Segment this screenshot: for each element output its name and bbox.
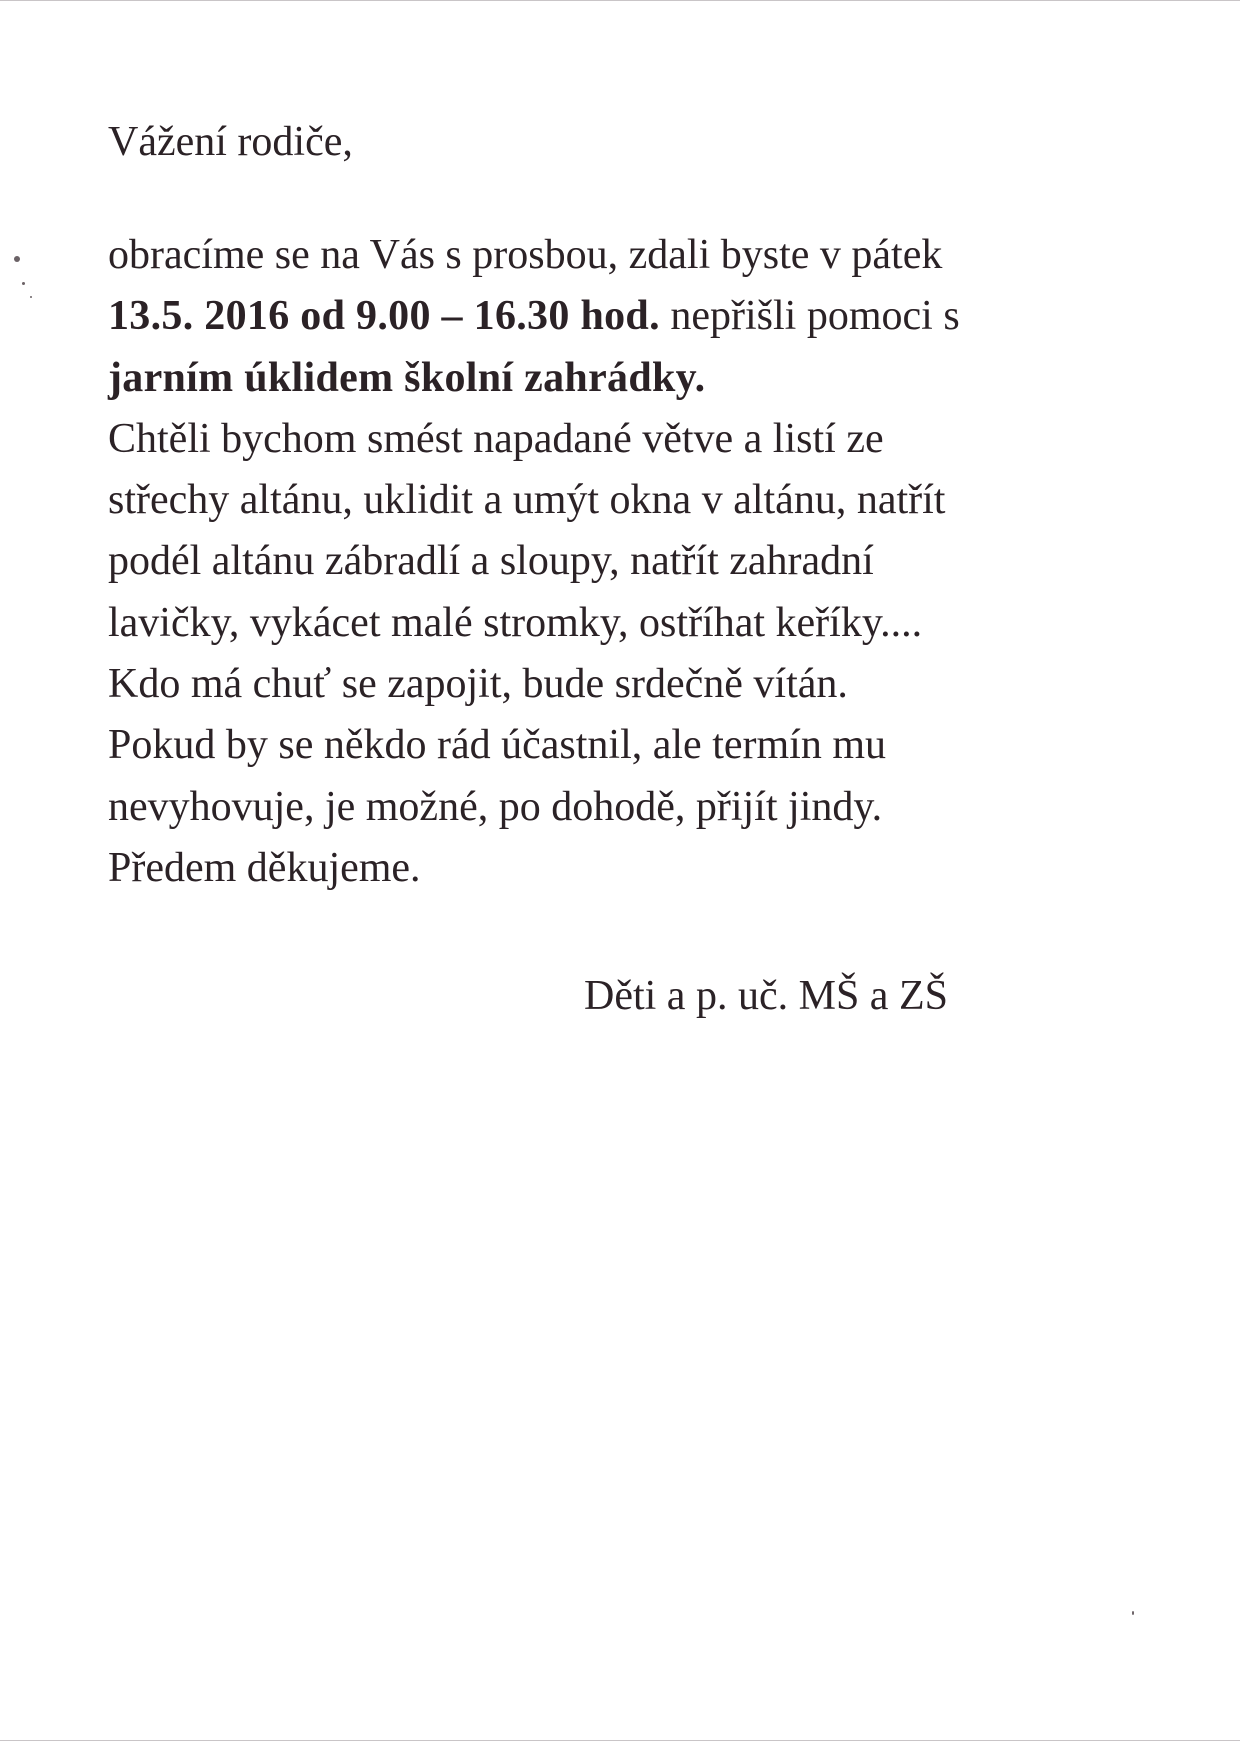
body-line <box>108 777 1148 838</box>
signature: Děti a p. uč. MŠ a ZŠ <box>584 973 948 1019</box>
body-line <box>108 593 1148 654</box>
scan-top-edge <box>0 0 1240 1</box>
scan-speck <box>14 256 20 262</box>
body-line <box>108 348 1148 409</box>
scan-speck <box>30 296 32 298</box>
body-line <box>108 286 1148 347</box>
body-line-text: lavičky, vykácet malé stromky, ostříhat keříky.... <box>108 599 923 646</box>
body-line-text: Kdo má chuť se zapojit, bude srdečně vítán. <box>108 661 848 708</box>
body-line <box>108 409 1148 470</box>
event-date-time: 13.5. 2016 od 9.00 – 16.30 hod. <box>108 293 660 340</box>
body-line <box>108 470 1148 531</box>
scan-bottom-edge <box>0 1740 1240 1741</box>
body-line-text: Chtěli bychom smést napadané větve a listí ze <box>108 415 884 462</box>
scan-speck <box>1132 1611 1134 1615</box>
body-line-text: obracíme se na Vás s prosbou, zdali byste v pátek <box>108 232 943 278</box>
body-line <box>108 225 1148 286</box>
body-line-text: podél altánu zábradlí a sloupy, natřít zahradní <box>108 538 874 585</box>
body-line-text: střechy altánu, uklidit a umýt okna v altánu, natřít <box>108 477 946 524</box>
body-line <box>108 715 1148 776</box>
event-name: jarním úklidem školní zahrádky. <box>108 354 706 401</box>
salutation: Vážení rodiče, <box>108 119 353 165</box>
body-line <box>108 531 1148 592</box>
body-line-text: Předem děkujeme. <box>108 844 421 891</box>
scan-speck <box>22 282 25 285</box>
letter-body <box>108 225 1148 899</box>
body-line <box>108 654 1148 715</box>
body-line-text: nepřišli pomoci s <box>659 293 960 340</box>
body-line-text: Pokud by se někdo rád účastnil, ale termín mu <box>108 722 887 769</box>
body-line <box>108 838 1148 899</box>
body-line-text: nevyhovuje, je možné, po dohodě, přijít jindy. <box>108 783 883 830</box>
